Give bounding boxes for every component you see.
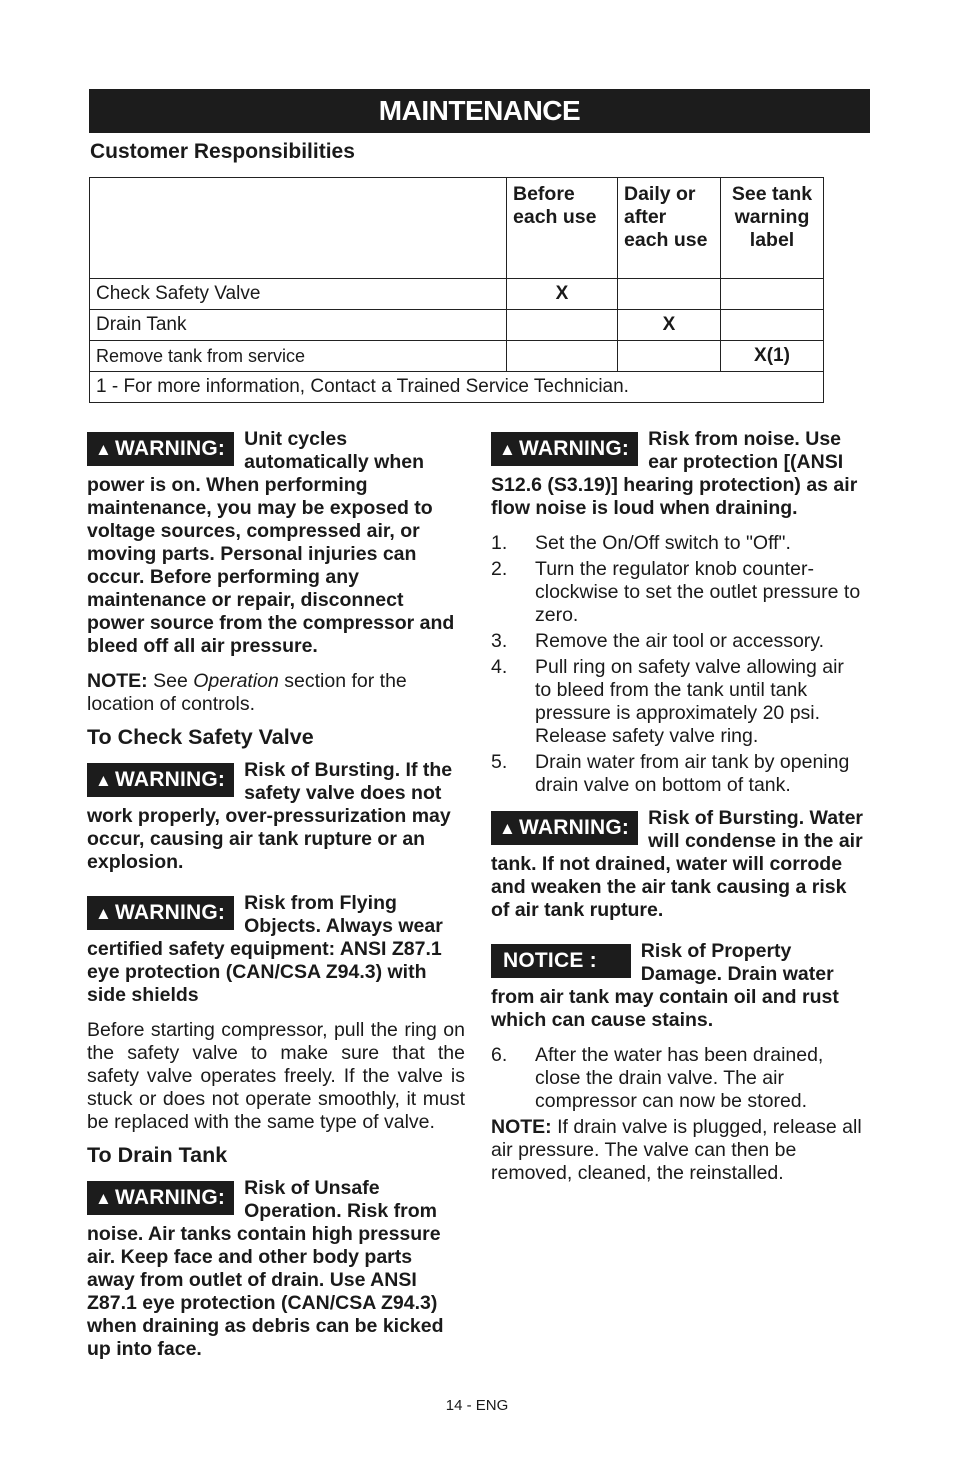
warning-triangle-icon: ▲ [95, 1189, 113, 1208]
warning-block-flying-objects [87, 892, 465, 1007]
warning-block-cycles [87, 428, 465, 658]
drain-steps-list [491, 532, 863, 797]
notice-badge: NOTICE : [491, 944, 631, 978]
table-cell-daily [618, 279, 721, 310]
responsibilities-table [89, 177, 824, 403]
table-cell-label: X(1) [721, 341, 824, 372]
warning-badge: ▲ WARNING: [491, 432, 638, 466]
section-title: Customer Responsibilities [90, 140, 355, 163]
warning-block-unsafe-operation [87, 1177, 465, 1361]
list-item: 5. Drain water from air tank by opening drain valve on bottom of tank. [491, 751, 850, 796]
warning-triangle-icon: ▲ [95, 771, 113, 790]
table-cell-task: Remove tank from service [90, 341, 507, 372]
notice-text: Risk of Property Damage. Drain water from air tank may contain oil and rust which can cause stains. [491, 940, 839, 1031]
warning-text: Risk from noise. Use ear protection [(ANSI S12.6 (S3.19)] hearing protection) as air flow noise is loud when draining. [491, 428, 858, 519]
table-header-row [90, 178, 824, 279]
table-cell-daily: X [618, 310, 721, 341]
warning-triangle-icon: ▲ [95, 440, 113, 459]
warning-block-condense [491, 807, 863, 922]
note-controls: NOTE: See Operation section for the location of controls. [87, 670, 407, 715]
table-header-before: Before each use [507, 178, 618, 279]
table-footnote-row [90, 372, 824, 403]
table-header-label: See tank warning label [721, 178, 824, 279]
table-header-daily: Daily or after each use [618, 178, 721, 279]
table-cell-task: Drain Tank [90, 310, 507, 341]
warning-badge: ▲ WARNING: [491, 811, 638, 845]
warning-text: Risk of Unsafe Operation. Risk from noise. Air tanks contain high pressure air. Keep face and other body parts away from outlet of drain. Use ANSI Z87.1 eye protection (CAN/CSA Z94.3) when draining as debris can be kicked up into face. [87, 1177, 444, 1360]
warning-block-noise [491, 428, 863, 520]
right-column [491, 428, 863, 1195]
table-footnote: 1 - For more information, Contact a Trained Service Technician. [90, 372, 824, 403]
table-header-task [90, 178, 507, 279]
table-cell-label [721, 279, 824, 310]
warning-badge: ▲ WARNING: [87, 763, 234, 797]
drain-steps-list-continued [491, 1044, 863, 1113]
heading-drain-tank: To Drain Tank [87, 1143, 228, 1167]
heading-check-safety-valve: To Check Safety Valve [87, 725, 314, 749]
warning-badge: ▲ WARNING: [87, 432, 234, 466]
warning-block-bursting [87, 759, 465, 874]
list-item: 6. After the water has been drained, close the drain valve. The air compressor can now be stored. [491, 1044, 824, 1112]
page-number: 14 - ENG [445, 1397, 509, 1414]
table-row [90, 341, 824, 372]
notice-block-property [491, 940, 863, 1032]
warning-triangle-icon: ▲ [95, 904, 113, 923]
table-cell-label [721, 310, 824, 341]
table-row [90, 279, 824, 310]
list-item: 1. Set the On/Off switch to "Off". [491, 532, 791, 554]
warning-text: Risk of Bursting. Water will condense in the air tank. If not drained, water will corrode and weaken the air tank causing a risk of air tank rupture. [491, 807, 864, 921]
table-row [90, 310, 824, 341]
warning-triangle-icon: ▲ [499, 440, 517, 459]
warning-text: Risk of Bursting. If the safety valve does not work properly, over-pressurization may occur, causing air tank rupture or an explosion. [87, 759, 453, 873]
list-item: 3. Remove the air tool or accessory. [491, 630, 825, 652]
warning-badge: ▲ WARNING: [87, 1181, 234, 1215]
warning-text: Unit cycles automatically when power is on. When performing maintenance, you may be exposed to voltage sources, compressed air, or moving parts. Personal injuries can occur. Before performing any maintenance or repair, disconnect power source from the compressor and bleed off all air pressure. [87, 428, 455, 657]
warning-text: Risk from Flying Objects. Always wear certified safety equipment: ANSI Z87.1 eye protection (CAN/CSA Z94.3) with side shields [87, 892, 443, 1006]
list-item: 4. Pull ring on safety valve allowing air to bleed from the tank until tank pressure is approximately 20 psi. Release safety valve ring. [491, 656, 844, 747]
table-cell-daily [618, 341, 721, 372]
page-banner: MAINTENANCE [89, 89, 870, 133]
table-cell-before [507, 310, 618, 341]
left-column [87, 428, 465, 1373]
warning-badge: ▲ WARNING: [87, 896, 234, 930]
list-item: 2. Turn the regulator knob counter-clockwise to set the outlet pressure to zero. [491, 558, 861, 626]
note-drain-valve: NOTE: If drain valve is plugged, release all air pressure. The valve can then be removed, cleaned, the reinstalled. [491, 1116, 862, 1184]
table-cell-before: X [507, 279, 618, 310]
table-cell-before [507, 341, 618, 372]
table-cell-task: Check Safety Valve [90, 279, 507, 310]
safety-valve-paragraph: Before starting compressor, pull the ring on the safety valve to make sure that the safety valve operates freely. If the valve is stuck or does not operate smoothly, it must be replaced with the same type of valve. [87, 1019, 465, 1133]
warning-triangle-icon: ▲ [499, 819, 517, 838]
